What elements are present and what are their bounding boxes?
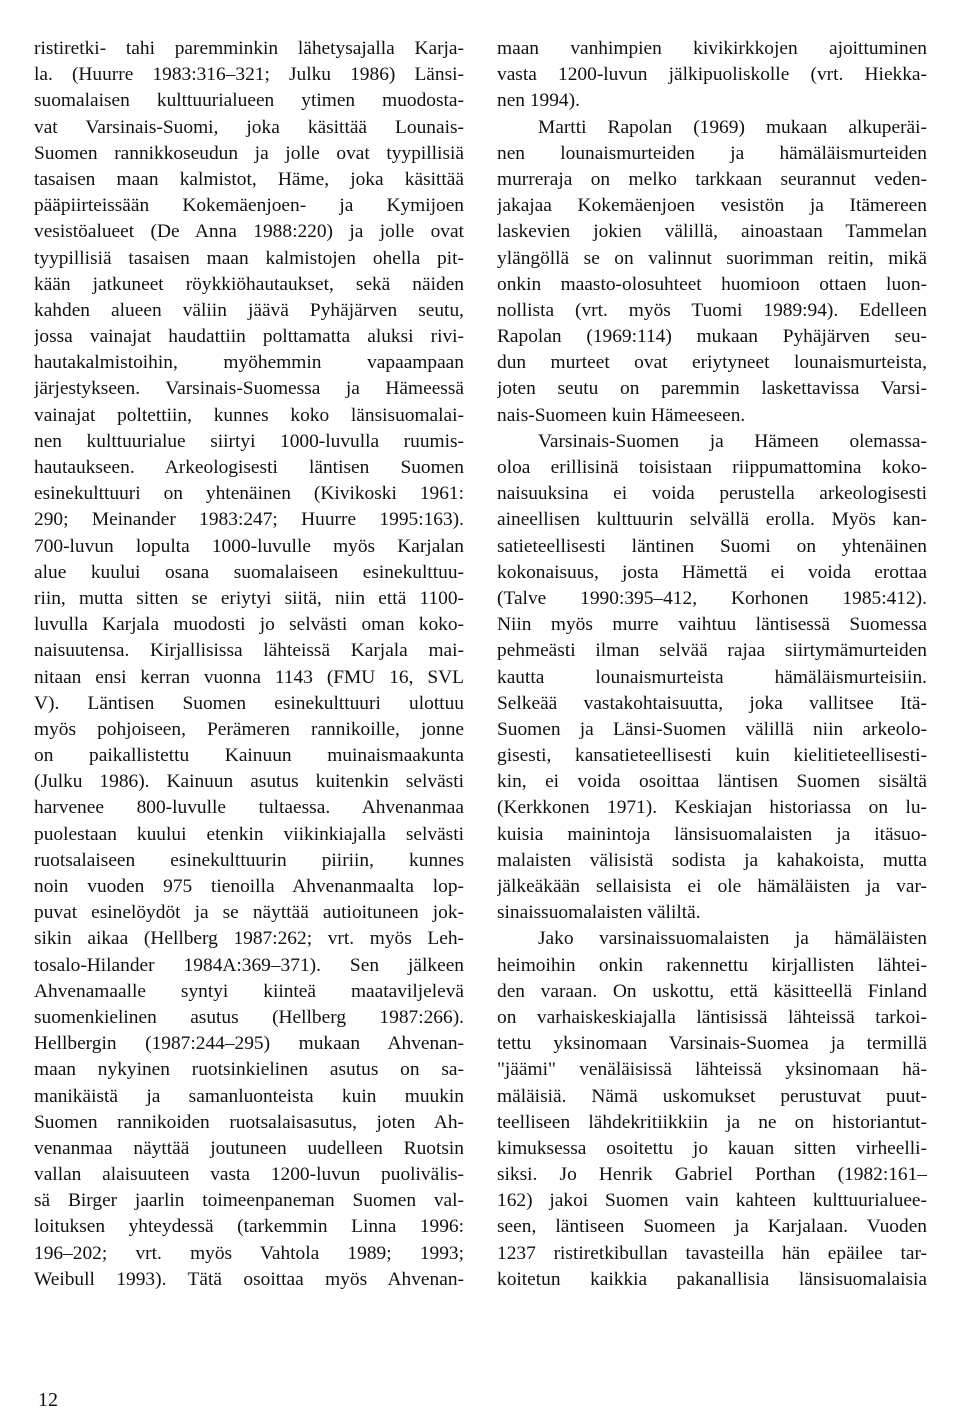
left-column-text-line: maan nykyinen ruotsinkielinen asutus on sa- [34, 1059, 464, 1081]
left-column-text-line: suomenkielinen asutus (Hellberg 1987:266). [34, 1006, 464, 1028]
right-column-text-line: joten seutu on paremmin laskettavissa Varsi- [497, 378, 927, 400]
left-column-text-line: ruotsalaiseen esinekulttuurin piiriin, kunnes [34, 849, 464, 871]
right-column-text-line: gisesti, kansatieteellisesti kuin kielitieteellisesti- [497, 745, 927, 767]
right-column-text-line: 1237 ristiretkibullan tavasteilla hän epäilee tar- [497, 1242, 927, 1264]
right-column-text-line: maan vanhimpien kivikirkkojen ajoittuminen [497, 38, 927, 59]
right-column-text-line: malaisten välisistä sodista ja kahakoista, mutta [497, 849, 927, 871]
left-column-text-line: naisuutensa. Kirjallisissa lähteissä Karjala mai- [34, 640, 464, 662]
right-column-text-line: seen, läntiseen Suomeen ja Karjalaan. Vuoden [497, 1216, 927, 1238]
left-column-text-line: riin, mutta sitten se eriytyi siitä, niin että 1100- [34, 587, 464, 609]
right-column-text-line: nen lounaismurteiden ja hämäläismurteiden [497, 142, 927, 164]
right-column-text-line: jälkeäkään sellaisista ei ole hämäläisten ja var- [497, 876, 927, 897]
left-column-text-line: Hellbergin (1987:244–295) mukaan Ahvenan- [34, 1033, 464, 1055]
left-column-text-line: puvat esinelöydöt ja se näyttää autioituneen jok- [34, 902, 464, 924]
right-column-text-line: naisuuksina ei voida perustella arkeologisesti [497, 483, 927, 505]
left-column-text-line: myös pohjoiseen, Perämeren rannikoille, jonne [34, 718, 464, 740]
left-column-text-line: noin vuoden 975 tienoilla Ahvenanmaalta lop- [34, 876, 464, 897]
right-column-text-line: vasta 1200-luvun jälkipuoliskolle (vrt. Hiekka- [497, 64, 927, 86]
left-column-text-line: Ahvenamaalle syntyi kiinteä maataviljelevä [34, 980, 464, 1002]
right-column-text-line: Niin myös murre vaihtuu läntisessä Suomessa [497, 614, 927, 636]
right-column-text-line: onkin maasto-olosuhteet huomioon ottaen luon- [497, 273, 927, 295]
left-column-text-line: tyypillisiä tasaisen maan kalmistojen ohella pit- [34, 247, 464, 269]
right-column-text-line: dun murteet ovat eriytyneet lounaismurteista, [497, 352, 927, 374]
left-column-text-line: sä Birger jaarlin toimeenpaneman Suomen val- [34, 1190, 464, 1212]
left-column-text-line: hautaukseen. Arkeologisesti läntisen Suomen [34, 457, 464, 478]
left-column-text-line: nitaan ensi kerran vuonna 1143 (FMU 16, SVL [34, 666, 464, 688]
right-column-text-line: ylängöllä se on valinnut suorimman reitin, mikä [497, 247, 927, 269]
left-column-text-line: tasaisen maan kalmistot, Häme, joka käsittää [34, 168, 464, 190]
right-column-text-line: nollista (vrt. myös Tuomi 1989:94). Edelleen [497, 299, 927, 321]
right-column-text-line: Suomen ja Länsi-Suomen välillä niin arkeolo- [497, 718, 927, 740]
left-column-text-line: Suomen rannikoiden ruotsalaisasutus, joten Ah- [34, 1111, 464, 1133]
right-column-text-line: siksi. Jo Henrik Gabriel Porthan (1982:161– [497, 1164, 927, 1186]
right-column-text-line: oloa erillisinä toisistaan riippumattomina koko- [497, 457, 927, 478]
left-column-text-line: järjestykseen. Varsinais-Suomessa ja Hämeessä [34, 378, 464, 400]
left-column-text-line: alue kuului osana suomalaiseen esinekulttuu- [34, 561, 464, 583]
left-column-text-line: sikin aikaa (Hellberg 1987:262; vrt. myös Leh- [34, 928, 464, 950]
left-column-text-line: luvulla Karjala muodosti jo selvästi oman koko- [34, 614, 464, 636]
right-column-text-line: (Kerkkonen 1971). Keskiajan historiassa on lu- [497, 797, 927, 819]
left-column-text-line: on paikallistettu Kainuun muinaismaakunta [34, 745, 464, 767]
left-column-text-line: loituksen yhteydessä (tarkemmin Linna 1996: [34, 1216, 464, 1238]
page-number: 12 [38, 1389, 58, 1411]
left-column-text-line: Suomen rannikkoseudun ja jolle ovat tyypillisiä [34, 142, 464, 164]
left-column-text-line: pääpiirteissään Kokemäenjoen- ja Kymijoen [34, 195, 464, 217]
right-column-text-line: kimuksessa osoitettu jo kauan sitten virheelli- [497, 1137, 927, 1159]
left-column-text-line: vallan alaisuuteen vasta 1200-luvun puolivälis- [34, 1164, 464, 1186]
left-column-text-line: kään jatkuneet röykkiöhautaukset, sekä näiden [34, 273, 464, 295]
right-column-text-line: mäläisiä. Nämä uskomukset perustuvat puut- [497, 1085, 927, 1107]
right-column-text-line: Varsinais-Suomen ja Hämeen olemassa- [538, 430, 927, 452]
right-column-text-line: kin, ei voida osoittaa läntisen Suomen sisältä [497, 771, 927, 793]
right-column-text-line: heimoihin onkin rakennettu kirjallisten lähtei- [497, 954, 927, 976]
left-column-text-line: harvenee 800-luvulle tultaessa. Ahvenanmaa [34, 797, 464, 819]
left-column-text-line: 700-luvun lopulta 1000-luvulle myös Karjalan [34, 535, 464, 557]
right-column-text-line: laskevien jokien välillä, ainoastaan Tammelan [497, 221, 927, 243]
right-column-text-line: kautta lounaismurteista hämäläismurteisiin. [497, 666, 927, 688]
right-column-text-line: (Talve 1990:395–412, Korhonen 1985:412). [497, 587, 927, 609]
right-column-text-line: tettu yksinomaan Varsinais-Suomea ja termillä [497, 1033, 927, 1055]
right-column-text-line: satieteellisesti läntinen Suomi on yhtenäinen [497, 535, 927, 557]
right-column-text-line: 162) jakoi Suomen vain kahteen kulttuurialuee- [497, 1190, 927, 1212]
left-column-text-line: 290; Meinander 1983:247; Huurre 1995:163). [34, 509, 464, 531]
left-column-text-line: hautakalmistoihin, myöhemmin vapaampaan [34, 352, 464, 374]
right-column-text-line: on varhaiskeskiajalla läntisissä lähteissä tarkoi- [497, 1006, 927, 1028]
right-column-text-line: Rapolan (1969:114) mukaan Pyhäjärven seu- [497, 326, 927, 348]
right-column-text-line: teelliseen lähdekritiikkiin ja ne on historiantut- [497, 1111, 927, 1133]
left-column-text-line: venanmaa näyttää joutuneen uudelleen Ruotsin [34, 1137, 464, 1159]
right-column-text-line: sinaissuomalaisten väliltä. [497, 902, 701, 924]
right-column-text-line: "jäämi" venäläisissä lähteissä yksinomaan hä- [497, 1059, 927, 1081]
right-column-text-line: murreraja on melko tarkkaan seurannut veden- [497, 168, 927, 190]
right-column-text-line: nais-Suomeen kuin Hämeeseen. [497, 404, 746, 426]
left-column-text-line: la. (Huurre 1983:316–321; Julku 1986) Länsi- [34, 64, 464, 86]
left-column-text-line: V). Läntisen Suomen esinekulttuuri ulottuu [34, 692, 464, 714]
left-column-text-line: manikäistä ja samanluonteista kuin muukin [34, 1085, 464, 1107]
right-column-text-line: kokonaisuus, josta Hämettä ei voida erottaa [497, 561, 927, 583]
left-column-text-line: vainajat poltettiin, kunnes koko länsisuomalai- [34, 404, 464, 426]
right-text-column [497, 36, 927, 1293]
left-column-text-line: kahden alueen väliin jäävä Pyhäjärven seutu, [34, 299, 464, 321]
right-column-text-line: den varaan. On uskottu, että käsitteellä Finland [497, 980, 927, 1002]
left-column-text-line: 196–202; vrt. myös Vahtola 1989; 1993; [34, 1242, 464, 1264]
right-column-text-line: nen 1994). [497, 90, 580, 112]
right-column-text-line: pehmeästi ilman selvää rajaa siirtymämurteiden [497, 640, 927, 662]
left-column-text-line: vat Varsinais-Suomi, joka käsittää Lounais- [34, 116, 464, 138]
right-column-text-line: aineellisen kulttuurin selvällä erolla. Myös kan- [497, 509, 927, 531]
right-column-text-line: Martti Rapolan (1969) mukaan alkuperäi- [538, 116, 927, 138]
right-column-text-line: jakajaa Kokemäenjoen vesistön ja Itämereen [497, 195, 927, 217]
left-column-text-line: nen kulttuurialue siirtyi 1000-luvulla ruumis- [34, 430, 464, 452]
left-column-text-line: vesistöalueet (De Anna 1988:220) ja jolle ovat [34, 221, 464, 243]
right-column-text-line: kuisia mainintoja länsisuomalaisten ja itäsuo- [497, 823, 927, 845]
left-column-text-line: jossa vainajat haudattiin polttamatta aluksi rivi- [34, 326, 464, 348]
left-column-text-line: tosalo-Hilander 1984A:369–371). Sen jälkeen [34, 954, 464, 976]
left-column-text-line: puolestaan kuului etenkin viikinkiajalla selvästi [34, 823, 464, 845]
left-column-text-line: suomalaisen kulttuurialueen ytimen muodosta- [34, 90, 464, 112]
right-column-text-line: koitetun kaikkia pakanallisia länsisuomalaisia [497, 1268, 927, 1290]
left-column-text-line: Weibull 1993). Tätä osoittaa myös Ahvenan- [34, 1268, 464, 1290]
left-column-text-line: ristiretki- tahi paremminkin lähetysajalla Karja- [34, 38, 464, 59]
left-column-text-line: (Julku 1986). Kainuun asutus kuitenkin selvästi [34, 771, 464, 793]
right-column-text-line: Jako varsinaissuomalaisten ja hämäläisten [538, 928, 927, 950]
right-column-text-line: Selkeää vastakohtaisuutta, joka vallitsee Itä- [497, 692, 927, 714]
left-column-text-line: esinekulttuuri on yhtenäinen (Kivikoski 1961: [34, 483, 464, 505]
left-text-column [34, 36, 464, 1293]
